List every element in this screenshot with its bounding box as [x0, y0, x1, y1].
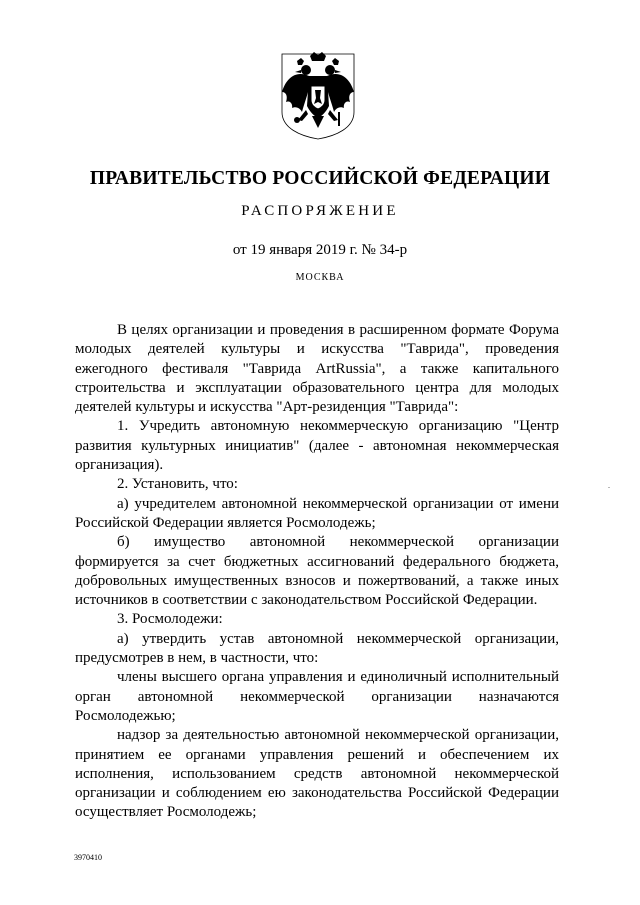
paragraph-1: 1. Учредить автономную некоммерческую организацию "Центр развития культурных инициатив" (далее - автономная некоммерческая организация). [75, 418, 559, 474]
document-type: РАСПОРЯЖЕНИЕ [241, 203, 399, 219]
paragraph-2a: а) учредителем автономной некоммерческой организации от имени Российской Федерации является Росмолодежь; [75, 495, 559, 531]
paragraph-2: 2. Установить, что: [117, 476, 238, 493]
paragraph-3a-item-2: надзор за деятельностью автономной некоммерческой организации, принятием ее органами управления решений и обеспечением их исполнения, использованием средств автономной некоммерческой организации и соблюдением ею законодательства Российской Федерации осуществляет Росмолодежь; [75, 727, 559, 821]
document-date-number: от 19 января 2019 г. № 34-р [232, 242, 408, 258]
footer-document-code: 3970410 [74, 853, 102, 862]
document-title: ПРАВИТЕЛЬСТВО РОССИЙСКОЙ ФЕДЕРАЦИИ [89, 168, 551, 189]
preamble-paragraph: В целях организации и проведения в расширенном формате Форума молодых деятелей культуры и искусства "Таврида", проведения ежегодного фестиваля "Таврида ArtRussia", а также капитального строительства и эксплуатации образовательного центра для молодых деятелей культуры и искусства "Арт-резиденция "Таврида": [75, 322, 559, 416]
paragraph-3a: а) утвердить устав автономной некоммерческой организации, предусмотрев в нем, в частности, что: [75, 630, 559, 667]
paragraph-3: 3. Росмолодежи: [117, 611, 223, 628]
paragraph-2b: б) имущество автономной некоммерческой организации формируется за счет бюджетных ассигнований федерального бюджета, добровольных имущественных взносов и пожертвований, а также иных источников в соответствии с законодательством Российской Федерации. [75, 534, 559, 609]
document-city: МОСКВА [295, 272, 345, 283]
document-body [75, 321, 559, 823]
scan-artifact-dot: . [608, 481, 610, 490]
coat-of-arms-icon [276, 50, 360, 140]
paragraph-3a-item-1: члены высшего органа управления и единоличный исполнительный орган автономной некоммерческой организации назначаются Росмолодежью; [75, 669, 559, 724]
